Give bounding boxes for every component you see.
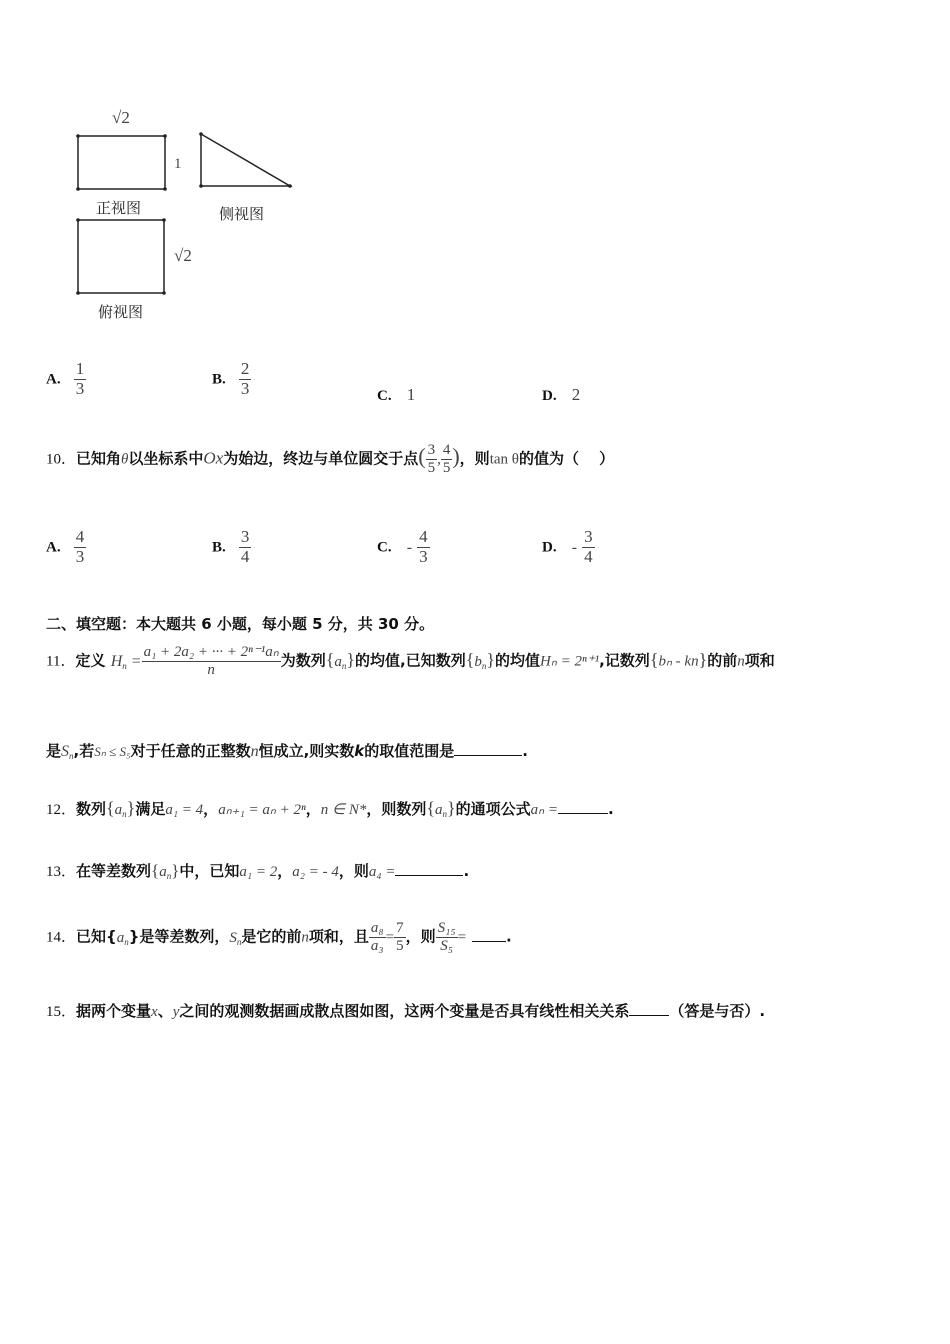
fraction: $\frac{1}{3}$ (75, 359, 85, 398)
option-label: B. (212, 371, 226, 388)
question-12: 12．数列$\{a_n\}$满足a₁ = 4，aₙ₊₁ = aₙ + 2ⁿ，n ∈ N*，则数列$\{a_n\}$的通项公式aₙ = . (46, 798, 614, 819)
side-view-label: 侧视图 (219, 205, 265, 223)
front-right-dimension: 1 (174, 156, 182, 172)
front-top-dimension: √2 (112, 108, 130, 127)
q9-option-b[interactable] (212, 360, 251, 398)
answer-blank[interactable] (454, 742, 522, 756)
question-10: 10．已知角θ以坐标系中Ox为始边，终边与单位圆交于点( $\frac{3}{5}$ , $\frac{4}{5}$ )，则tan θ的值为（ ） (46, 442, 615, 476)
answer-blank[interactable] (395, 862, 463, 876)
top-view-dimension: √2 (174, 246, 192, 265)
question-15: 15．据两个变量x、y之间的观测数据画成散点图如图，这两个变量是否具有线性相关关系 （答是与否）. (46, 1002, 766, 1020)
top-view-rect (78, 220, 164, 293)
top-view-label: 俯视图 (98, 303, 144, 321)
answer-blank[interactable] (558, 800, 608, 814)
q9-option-a[interactable] (46, 360, 86, 398)
question-11: 11．定义 $H_n$ = $\frac{\text{a₁ + 2a₂ + ··· + 2ⁿ⁻¹aₙ}}{n}$ 为数列$\{a_n\}$的均值,已知数列$\{b_n\}$的均值Hₙ = 2ⁿ⁺¹,记数列{bₙ - kn}的前n项和 (46, 644, 775, 678)
option-label: C. (377, 388, 392, 404)
q10-option-d[interactable]: D. - $\frac{3}{4}$ (542, 527, 593, 566)
side-view-triangle (201, 134, 290, 186)
q10-option-c[interactable]: C. - $\frac{4}{3}$ (377, 527, 428, 566)
option-value: 1 (406, 385, 416, 404)
front-view-label: 正视图 (96, 199, 142, 217)
option-label: A. (46, 371, 61, 388)
section-2-heading: 二、填空题：本大题共 6 小题，每小题 5 分，共 30 分。 (46, 615, 435, 633)
answer-blank[interactable] (629, 1002, 669, 1016)
question-13: 13．在等差数列$\{a_n\}$中，已知a₁ = 2，a₂ = - 4，则a₄ = . (46, 861, 470, 881)
answer-blank[interactable] (472, 928, 506, 942)
question-11-line-2: 是$S_n$,若Sₙ ≤ S₅对于任意的正整数n恒成立,则实数k的取值范围是 . (46, 742, 528, 761)
option-label: D. (542, 388, 557, 404)
option-value: 2 (571, 385, 581, 404)
q10-option-b[interactable]: B. $\frac{3}{4}$ (212, 527, 250, 566)
question-14: 14．已知$\{a_n\}$是等差数列，$S_n$是它的前n项和，且 $\frac{\text{a₈}}{\text{a₃}}$ = $\frac{7}{5}$ ，则 $\frac{\text{S₁₅}}{\text{S₅}}$ = . (46, 920, 512, 954)
q9-option-c[interactable] (377, 385, 415, 405)
q9-option-d[interactable] (542, 385, 580, 405)
front-view-rect (78, 136, 165, 189)
q10-option-a[interactable]: A. $\frac{4}{3}$ (46, 527, 85, 566)
fraction: $\frac{2}{3}$ (240, 359, 250, 398)
